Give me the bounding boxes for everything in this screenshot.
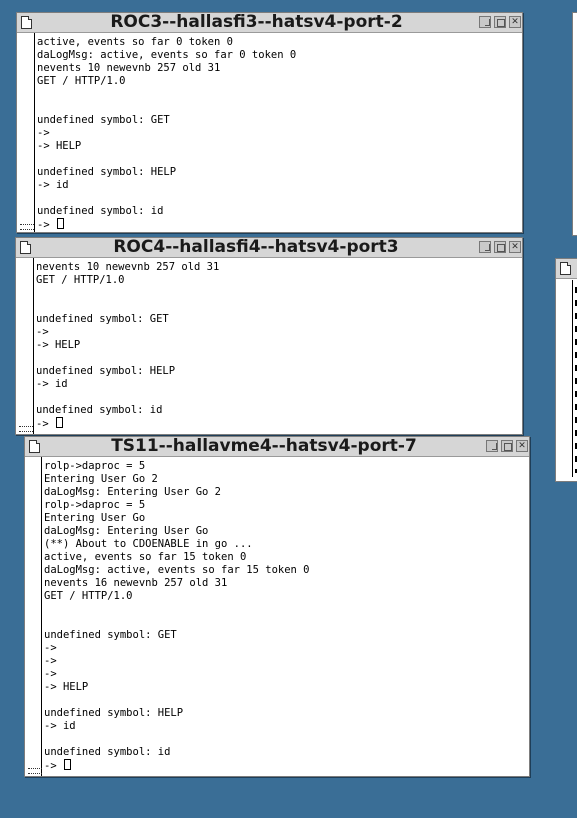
terminal-line	[34, 300, 522, 313]
terminal-line: undefined symbol: id	[37, 205, 164, 217]
terminal-line	[34, 352, 522, 365]
terminal-line: ->	[37, 127, 50, 139]
background-terminal-area[interactable]	[572, 280, 577, 477]
maximize-icon[interactable]	[494, 241, 506, 253]
terminal-line: GET / HTTP/1.0	[44, 590, 133, 602]
terminal-line: undefined symbol: GET	[37, 114, 170, 126]
terminal-line: ->	[44, 668, 57, 680]
window-title: TS11--hallavme4--hatsv4-port-7	[111, 437, 417, 456]
terminal-window-roc4[interactable]	[15, 237, 523, 435]
terminal-window-ts11[interactable]	[24, 436, 530, 777]
prompt-text: ->	[37, 219, 56, 231]
cursor-block-icon	[56, 417, 63, 428]
terminal-line: Entering User Go	[44, 512, 146, 524]
terminal-line: ->	[36, 326, 49, 338]
terminal-line: daLogMsg: active, events so far 15 token 0	[44, 564, 310, 576]
terminal-line: -> HELP	[37, 140, 82, 152]
terminal-line: daLogMsg: Entering User Go	[44, 525, 209, 537]
terminal-line: nevents 10 newevnb 257 old 31	[36, 261, 220, 273]
terminal-line	[35, 192, 522, 205]
cursor-block-icon	[57, 218, 64, 229]
cursor-block-icon	[64, 759, 71, 770]
terminal-line: undefined symbol: id	[36, 404, 163, 416]
titlebar[interactable]	[16, 238, 522, 258]
terminal-line: -> id	[36, 378, 68, 390]
terminal-line: ->	[44, 642, 57, 654]
window-menu-icon[interactable]	[29, 440, 40, 453]
terminal-prompt-line[interactable]	[35, 218, 522, 231]
minimize-icon[interactable]	[486, 440, 498, 452]
terminal-line: Entering User Go 2	[44, 473, 158, 485]
terminal-line: undefined symbol: GET	[36, 313, 169, 325]
terminal-line: undefined symbol: id	[44, 746, 171, 758]
terminal-prompt-line[interactable]	[42, 759, 529, 772]
terminal-line: daLogMsg: active, events so far 0 token 0	[37, 49, 297, 61]
minimize-icon[interactable]	[479, 16, 491, 28]
terminal-line: GET / HTTP/1.0	[37, 75, 126, 87]
terminal-line: ->	[44, 655, 57, 667]
terminal-line: GET / HTTP/1.0	[36, 274, 125, 286]
terminal-line: undefined symbol: HELP	[37, 166, 177, 178]
terminal-line: rolp->daproc = 5	[44, 460, 146, 472]
terminal-line	[42, 616, 529, 629]
background-window-middle[interactable]	[555, 258, 577, 482]
resize-grip-icon[interactable]	[28, 767, 42, 774]
terminal-line: -> id	[44, 720, 76, 732]
terminal-line: nevents 10 newevnb 257 old 31	[37, 62, 221, 74]
terminal-line	[35, 101, 522, 114]
close-icon[interactable]: ✕	[509, 16, 521, 28]
terminal-line	[42, 733, 529, 746]
terminal-line	[35, 153, 522, 166]
maximize-icon[interactable]	[494, 16, 506, 28]
resize-grip-icon[interactable]	[20, 223, 34, 230]
terminal-line: undefined symbol: HELP	[44, 707, 184, 719]
maximize-icon[interactable]	[501, 440, 513, 452]
terminal-line: -> HELP	[36, 339, 81, 351]
terminal-line	[34, 391, 522, 404]
terminal-line	[42, 603, 529, 616]
titlebar[interactable]	[25, 437, 529, 457]
background-window-titlebar[interactable]	[556, 259, 577, 279]
terminal-window-roc3[interactable]	[16, 12, 523, 233]
resize-grip-icon[interactable]	[19, 425, 33, 432]
terminal-prompt-line[interactable]	[34, 417, 522, 430]
terminal-line: rolp->daproc = 5	[44, 499, 146, 511]
background-window-top[interactable]	[572, 12, 577, 236]
window-title: ROC4--hallasfi4--hatsv4-port3	[113, 238, 399, 257]
window-menu-icon[interactable]	[560, 262, 571, 275]
terminal-line: -> id	[37, 179, 69, 191]
terminal-line	[35, 88, 522, 101]
prompt-text: ->	[36, 418, 55, 430]
window-menu-icon[interactable]	[21, 16, 32, 29]
terminal-output[interactable]	[41, 457, 529, 776]
terminal-output[interactable]	[34, 33, 522, 232]
terminal-line: active, events so far 15 token 0	[44, 551, 247, 563]
titlebar[interactable]	[17, 13, 522, 33]
terminal-line: daLogMsg: Entering User Go 2	[44, 486, 222, 498]
terminal-line	[34, 287, 522, 300]
terminal-line: active, events so far 0 token 0	[37, 36, 233, 48]
terminal-line: nevents 16 newevnb 257 old 31	[44, 577, 228, 589]
terminal-line: undefined symbol: HELP	[36, 365, 176, 377]
terminal-line: -> HELP	[44, 681, 89, 693]
terminal-line	[42, 694, 529, 707]
prompt-text: ->	[44, 760, 63, 772]
minimize-icon[interactable]	[479, 241, 491, 253]
terminal-output[interactable]	[33, 258, 522, 434]
terminal-line: (**) About to CDOENABLE in go ...	[44, 538, 253, 550]
window-title: ROC3--hallasfi3--hatsv4-port-2	[110, 13, 403, 32]
window-menu-icon[interactable]	[20, 241, 31, 254]
close-icon[interactable]: ✕	[509, 241, 521, 253]
terminal-line: undefined symbol: GET	[44, 629, 177, 641]
close-icon[interactable]: ✕	[516, 440, 528, 452]
